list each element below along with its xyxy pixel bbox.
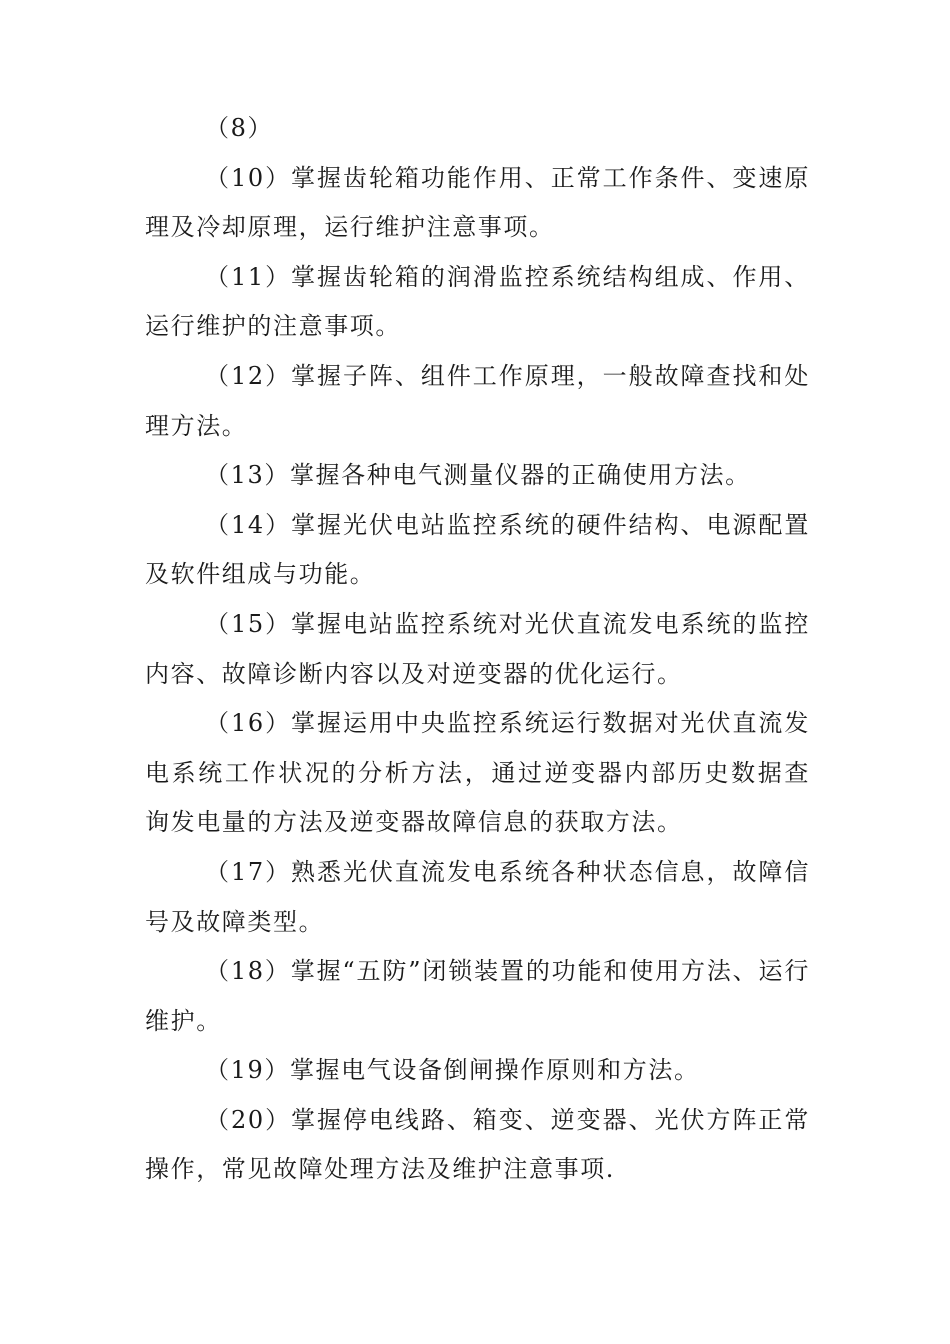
paragraph-item-12: （12）掌握子阵、组件工作原理，一般故障查找和处理方法。	[145, 361, 810, 440]
paragraph-item-10: （10）掌握齿轮箱功能作用、正常工作条件、变速原理及冷却原理，运行维护注意事项。	[145, 163, 810, 242]
paragraph-item-13: （13）掌握各种电气测量仪器的正确使用方法。	[205, 461, 751, 490]
paragraph-item-18: （18）掌握“五防”闭锁装置的功能和使用方法、运行维护。	[145, 957, 810, 1035]
paragraph-item-20: （20）掌握停电线路、箱变、逆变器、光伏方阵正常操作，常见故障处理方法及维护注意事项.	[145, 1105, 810, 1184]
paragraph-item-16: （16）掌握运用中央监控系统运行数据对光伏直流发电系统工作状况的分析方法，通过逆变器内部历史数据查询发电量的方法及逆变器故障信息的获取方法。	[145, 709, 810, 837]
paragraph-item-19: （19）掌握电气设备倒闸操作原则和方法。	[205, 1056, 700, 1085]
paragraph-item-14: （14）掌握光伏电站监控系统的硬件结构、电源配置及软件组成与功能。	[145, 510, 810, 589]
paragraph-item-17: （17）熟悉光伏直流发电系统各种状态信息，故障信号及故障类型。	[145, 857, 810, 936]
paragraph-item-15: （15）掌握电站监控系统对光伏直流发电系统的监控内容、故障诊断内容以及对逆变器的优化运行。	[145, 609, 810, 688]
document-body	[145, 104, 810, 1195]
paragraph-item-8: （8）	[205, 114, 274, 142]
paragraph-item-11: （11）掌握齿轮箱的润滑监控系统结构组成、作用、运行维护的注意事项。	[145, 262, 810, 341]
